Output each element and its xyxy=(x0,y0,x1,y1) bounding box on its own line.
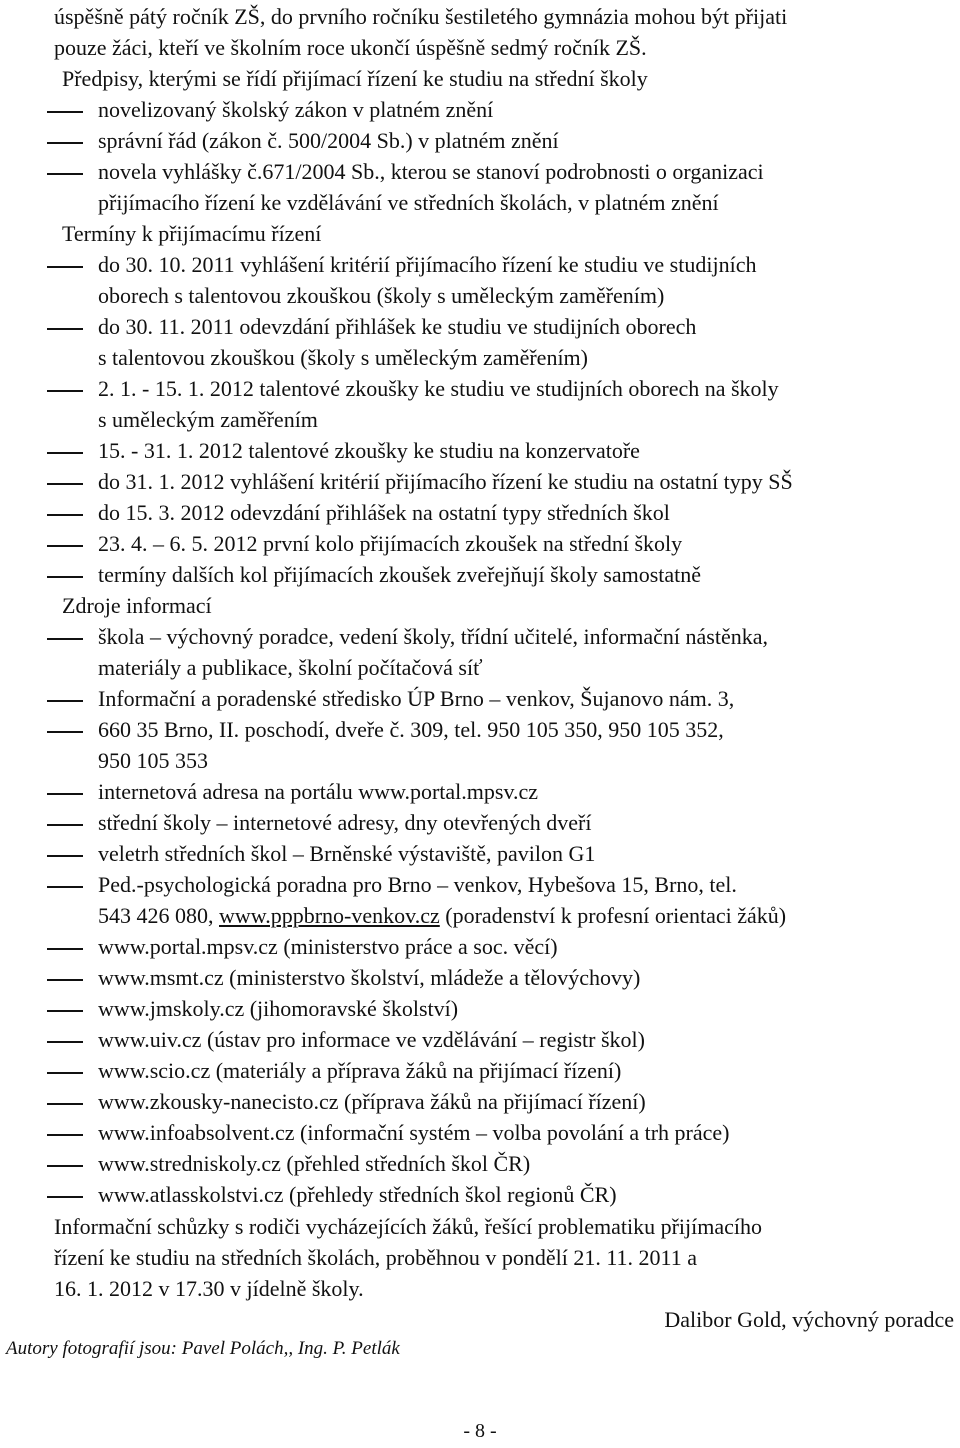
source-line-1: škola – výchovný poradce, vedení školy, třídní učitelé, informační nástěnka, xyxy=(98,624,768,649)
intro-line-1: úspěšně pátý ročník ZŠ, do prvního ročníku šestiletého gymnázia mohou být přijati xyxy=(54,4,788,29)
term-line-8: do 31. 1. 2012 vyhlášení kritérií přijímacího řízení ke studiu na ostatní typy SŠ xyxy=(98,469,793,494)
bullet-dash xyxy=(47,979,83,981)
pppbrno-link[interactable]: www.pppbrno-venkov.cz xyxy=(219,903,440,928)
legal-heading: Předpisy, kterými se řídí přijímací řízení ke studiu na střední školy xyxy=(62,66,648,91)
bullet-dash xyxy=(47,452,83,454)
source-line-7: střední školy – internetové adresy, dny otevřených dveří xyxy=(98,810,592,835)
legal-item-3: novela vyhlášky č.671/2004 Sb., kterou se stanoví podrobnosti o organizaci xyxy=(98,159,764,184)
bullet-dash xyxy=(47,855,83,857)
legal-item-3-cont: přijímacího řízení ke vzdělávání ve středních školách, v platném znění xyxy=(98,190,719,215)
source-line-5: 950 105 353 xyxy=(98,748,208,773)
bullet-dash xyxy=(47,886,83,888)
signature: Dalibor Gold, výchovný poradce xyxy=(664,1307,954,1332)
term-line-2: oborech s talentovou zkouškou (školy s uměleckým zaměřením) xyxy=(98,283,665,308)
phone-text: 543 426 080, xyxy=(98,903,219,928)
term-line-10: 23. 4. – 6. 5. 2012 první kolo přijímacích zkoušek na střední školy xyxy=(98,531,683,556)
bullet-dash xyxy=(47,638,83,640)
bullet-dash xyxy=(47,793,83,795)
bullet-dash xyxy=(47,1134,83,1136)
bullet-dash xyxy=(47,1165,83,1167)
term-line-5: 2. 1. - 15. 1. 2012 talentové zkoušky ke studiu ve studijních oborech na školy xyxy=(98,376,779,401)
source-line-6: internetová adresa na portálu www.portal.mpsv.cz xyxy=(98,779,539,804)
terms-heading: Termíny k přijímacímu řízení xyxy=(62,221,322,246)
term-line-7: 15. - 31. 1. 2012 talentové zkoušky ke studiu na konzervatoře xyxy=(98,438,640,463)
bullet-dash xyxy=(47,111,83,113)
source-line-16: www.zkousky-nanecisto.cz (příprava žáků na přijímací řízení) xyxy=(98,1089,646,1114)
term-line-9: do 15. 3. 2012 odevzdání přihlášek na ostatní typy středních škol xyxy=(98,500,670,525)
page-number: - 8 - xyxy=(463,1420,497,1442)
bullet-dash xyxy=(47,514,83,516)
source-line-13: www.jmskoly.cz (jihomoravské školství) xyxy=(98,996,459,1021)
source-line-3: Informační a poradenské středisko ÚP Brno – venkov, Šujanovo nám. 3, xyxy=(98,686,735,711)
bullet-dash xyxy=(47,266,83,268)
bullet-dash xyxy=(47,1103,83,1105)
bullet-dash xyxy=(47,173,83,175)
bullet-dash xyxy=(47,576,83,578)
source-line-12: www.msmt.cz (ministerstvo školství, mládeže a tělovýchovy) xyxy=(98,965,641,990)
legal-item-2: správní řád (zákon č. 500/2004 Sb.) v platném znění xyxy=(98,128,559,153)
source-line-4: 660 35 Brno, II. poschodí, dveře č. 309, tel. 950 105 350, 950 105 352, xyxy=(98,717,724,742)
bullet-dash xyxy=(47,824,83,826)
term-line-4: s talentovou zkouškou (školy s uměleckým zaměřením) xyxy=(98,345,588,370)
intro-line-2: pouze žáci, kteří ve školním roce ukončí úspěšně sedmý ročník ZŠ. xyxy=(54,35,647,60)
bullet-dash xyxy=(47,390,83,392)
term-line-11: termíny dalších kol přijímacích zkoušek zveřejňují školy samostatně xyxy=(98,562,702,587)
meeting-line-2: řízení ke studiu na středních školách, proběhnou v pondělí 21. 11. 2011 a xyxy=(54,1245,697,1270)
source-line-8: veletrh středních škol – Brněnské výstaviště, pavilon G1 xyxy=(98,841,596,866)
bullet-dash xyxy=(47,1072,83,1074)
sources-heading: Zdroje informací xyxy=(62,593,212,618)
bullet-dash xyxy=(47,545,83,547)
source-line-15: www.scio.cz (materiály a příprava žáků na přijímací řízení) xyxy=(98,1058,622,1083)
meeting-line-1: Informační schůzky s rodiči vycházejících žáků, řešící problematiku přijímacího xyxy=(54,1214,763,1239)
bullet-dash xyxy=(47,1010,83,1012)
photo-credit: Autory fotografií jsou: Pavel Polách,, Ing. P. Petlák xyxy=(6,1338,400,1359)
bullet-dash xyxy=(47,328,83,330)
term-line-1: do 30. 10. 2011 vyhlášení kritérií přijímacího řízení ke studiu ve studijních xyxy=(98,252,757,277)
bullet-dash xyxy=(47,700,83,702)
bullet-dash xyxy=(47,948,83,950)
term-line-6: s uměleckým zaměřením xyxy=(98,407,318,432)
bullet-dash xyxy=(47,731,83,733)
meeting-line-3: 16. 1. 2012 v 17.30 v jídelně školy. xyxy=(54,1276,364,1301)
source-line-19: www.atlasskolstvi.cz (přehledy středních škol regionů ČR) xyxy=(98,1182,617,1207)
source-line-9: Ped.-psychologická poradna pro Brno – venkov, Hybešova 15, Brno, tel. xyxy=(98,872,737,897)
source-line-10 xyxy=(98,901,786,931)
link-note: (poradenství k profesní orientaci žáků) xyxy=(439,903,787,928)
bullet-dash xyxy=(47,142,83,144)
source-line-14: www.uiv.cz (ústav pro informace ve vzdělávání – registr škol) xyxy=(98,1027,645,1052)
source-line-17: www.infoabsolvent.cz (informační systém – volba povolání a trh práce) xyxy=(98,1120,730,1145)
source-line-11: www.portal.mpsv.cz (ministerstvo práce a soc. věcí) xyxy=(98,934,558,959)
term-line-3: do 30. 11. 2011 odevzdání přihlášek ke studiu ve studijních oborech xyxy=(98,314,697,339)
bullet-dash xyxy=(47,483,83,485)
legal-item-1: novelizovaný školský zákon v platném znění xyxy=(98,97,494,122)
source-line-2: materiály a publikace, školní počítačová síť xyxy=(98,655,483,680)
bullet-dash xyxy=(47,1196,83,1198)
source-line-18: www.stredniskoly.cz (přehled středních škol ČR) xyxy=(98,1151,531,1176)
bullet-dash xyxy=(47,1041,83,1043)
